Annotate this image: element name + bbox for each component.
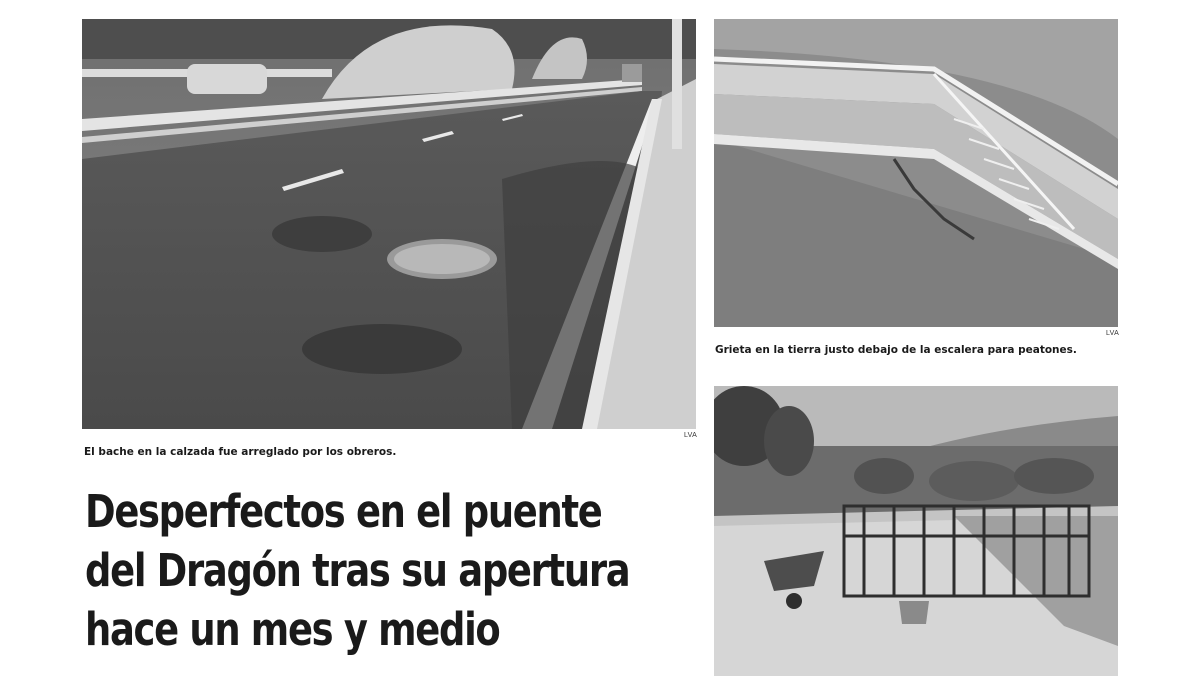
stairs-crack-photo [714,19,1118,327]
construction-barrier-photo [714,386,1118,676]
stairs-photo-credit: LVA [1106,330,1120,337]
stairs-photo-caption: Grieta en la tierra justo debajo de la escalera para peatones. [715,344,1077,356]
headline-line-1: Desperfectos en el puente [85,485,602,538]
headline-line-2: del Dragón tras su apertura [85,544,630,597]
road-photo-caption: El bache en la calzada fue arreglado por los obreros. [84,446,397,458]
headline-line-3: hace un mes y medio [85,603,500,656]
road-photo-credit: LVA [684,432,698,439]
headline [85,482,630,659]
road-pothole-photo [82,19,696,429]
